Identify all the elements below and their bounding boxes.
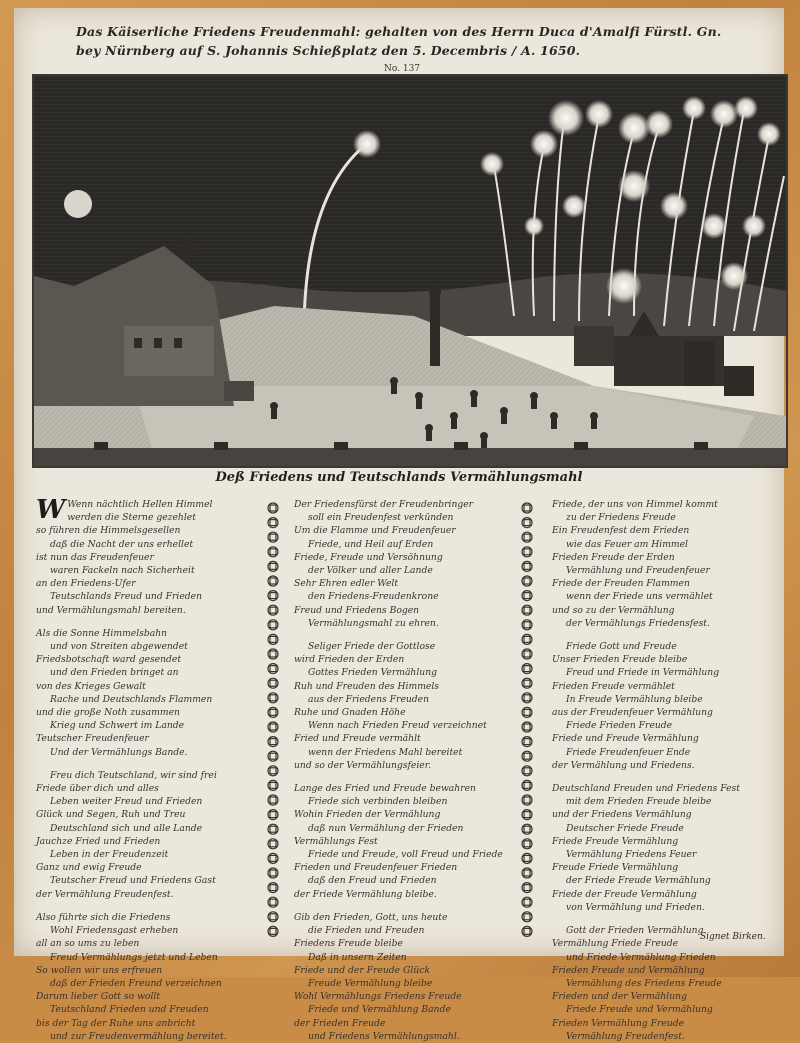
verse-line: Gottes Frieden Vermählung — [308, 667, 438, 679]
ornament-square — [270, 666, 276, 672]
verse-line: der Friede Vermählung bleibe. — [294, 888, 437, 900]
ornament-square — [270, 636, 276, 642]
verse-line: Teutschlands Freud und Frieden — [50, 591, 203, 603]
verse-line: Ein Freudenfest dem Frieden — [552, 525, 690, 537]
ornament-square — [270, 651, 276, 657]
ornament-square — [270, 841, 276, 847]
ornament-square — [524, 549, 530, 555]
ornament-square — [270, 578, 276, 584]
ornament-square — [270, 782, 276, 788]
verse-line: Friede, der uns von Himmel kommt — [552, 499, 718, 510]
verse-line: Freu dich Teutschland, wir sind frei — [50, 769, 217, 781]
verse-line: und Friede Vermählung Frieden — [566, 951, 716, 963]
verse-line: Friede und Freude Vermählung — [552, 733, 699, 745]
ornament-square — [270, 885, 276, 891]
verse-line: und die große Noth zusammen — [36, 707, 180, 719]
verse-line: Und der Vermählungs Bande. — [50, 746, 188, 758]
ornament-square — [524, 666, 530, 672]
ornament-square — [524, 855, 530, 861]
verse-line: In Freude Vermählung bleibe — [566, 693, 703, 705]
ornament-square — [270, 563, 276, 569]
ornament-square — [270, 709, 276, 715]
verse-line: und zur Freudenvermählung bereitet. — [50, 1030, 227, 1042]
verse-line: Friede, Freude und Versöhnung — [294, 551, 443, 563]
stanza-break — [36, 759, 264, 769]
verse-line: Daß in unsern Zeiten — [308, 951, 407, 963]
ornament-square — [524, 593, 530, 599]
verse-line: von Vermählung und Frieden. — [566, 901, 705, 913]
stanza-break — [294, 901, 534, 911]
stanza-break — [552, 914, 777, 924]
ornament-square — [524, 709, 530, 715]
verse-line: Vermählung und Freudenfeuer — [566, 565, 710, 577]
verse-line: Sehr Ehren edler Welt — [294, 578, 399, 590]
ornament-square — [524, 768, 530, 774]
ornament-square — [270, 768, 276, 774]
ornament-square — [524, 680, 530, 686]
stanza-break — [36, 617, 264, 627]
verse-line: Darum lieber Gott so wollt — [36, 991, 161, 1003]
ornament-square — [524, 724, 530, 730]
verse-line: Deutscher Friede Freude — [566, 822, 684, 834]
ornament-square — [524, 534, 530, 540]
ornament-square — [524, 578, 530, 584]
ornament-square — [270, 870, 276, 876]
verse-line: daß den Freud und Frieden — [308, 875, 437, 887]
verse-line: wenn der Friedens Mahl bereitet — [308, 746, 463, 758]
verse-line: der Völker und aller Lande — [308, 565, 433, 577]
verse-line: Wohl Friedensgast erheben — [50, 925, 179, 937]
decorated-initial: W — [36, 495, 66, 525]
verse-line: Ruhe und Gnaden Höhe — [294, 707, 406, 719]
verse-line: und so der Vermählungsfeier. — [294, 759, 432, 771]
verse-line: Friede sich verbinden bleiben — [308, 796, 448, 808]
verse-line: Freude Vermählung bleibe — [308, 977, 433, 989]
verse-line: Als die Sonne Himmelsbahn — [36, 627, 168, 639]
broadsheet-title: Das Käiserliche Friedens Freudenmahl: gehalten von des Herrn Duca d'Amalfi Fürstl. Gn. bey Nürnberg auf S. Johannis Schießplatz den 5. Decembris / A. 1650. — [76, 24, 722, 58]
ornament-square — [270, 549, 276, 555]
ornament-border-right — [516, 500, 538, 940]
author-signature: Signet Birken. — [700, 932, 766, 942]
verse-line: die Frieden und Freuden — [308, 925, 425, 937]
ornament-square — [524, 520, 530, 526]
verse-line: an den Friedens-Ufer — [36, 578, 136, 590]
verse-line: Friede der Freuden Flammen — [552, 578, 690, 590]
verse-line: Friede, und Heil auf Erden — [308, 538, 434, 550]
ornament-square — [524, 914, 530, 920]
verse-line: Friede über dich und alles — [36, 783, 159, 795]
verse-line: aus der Friedens Freuden — [308, 693, 430, 705]
verse-line: Friede Freude und Vermählung — [566, 1004, 713, 1016]
ornament-square — [270, 680, 276, 686]
verse-line: Wohl Vermählungs Friedens Freude — [294, 991, 462, 1003]
verse-line: Teutscher Freudenfeuer — [36, 733, 149, 745]
ornament-square — [270, 914, 276, 920]
verse-line: Friede und Freude, voll Freud und Friede — [308, 849, 503, 861]
verse-line: der Vermählung Freudenfest. — [36, 888, 174, 900]
verse-line: Deutschland Freuden und Friedens Fest — [552, 783, 740, 795]
verse-line: all an so ums zu leben — [36, 938, 140, 950]
broadsheet-paper — [14, 8, 784, 1042]
verse-line: Wenn nach Frieden Freud verzeichnet — [308, 720, 487, 732]
verse-line: Vermählung des Friedens Freude — [566, 977, 722, 989]
ornament-square — [270, 797, 276, 803]
verse-line: Friedsbotschaft ward gesendet — [36, 654, 182, 666]
ornament-square — [524, 739, 530, 745]
verse-line: daß nun Vermählung der Frieden — [308, 822, 464, 834]
verse-line: und Vermählungsmahl bereiten. — [36, 604, 186, 616]
verse-line: Vermählung Freudenfest. — [566, 1030, 685, 1042]
verse-line: Teutscher Freud und Friedens Gast — [50, 875, 216, 887]
ornament-square — [524, 812, 530, 818]
verse-line: Ganz und ewig Freude — [36, 862, 142, 874]
verse-line: Ruh und Freuden des Himmels — [294, 680, 440, 692]
foreground-wall — [34, 448, 786, 466]
verse-line: Leben weiter Freud und Frieden — [50, 796, 203, 808]
poem-title: Deß Friedens und Teutschlands Vermählungsmahl — [215, 470, 583, 485]
ornament-square — [270, 826, 276, 832]
ornament-square — [524, 505, 530, 511]
verse-line: von des Krieges Gewalt — [36, 680, 146, 692]
verse-line: zu der Friedens Freude — [566, 512, 676, 524]
stanza-break — [294, 630, 534, 640]
verse-line: Frieden Freude vermählet — [552, 680, 675, 692]
verse-line: daß der Frieden Freund verzeichnen — [50, 977, 222, 989]
verse-line: wenn der Friede uns vermählet — [566, 591, 713, 603]
ornament-square — [524, 841, 530, 847]
verse-line: der Friede Freude Vermählung — [566, 875, 711, 887]
stanza-break — [552, 772, 777, 782]
ornament-square — [524, 651, 530, 657]
ornament-square — [270, 520, 276, 526]
ornament-square — [270, 695, 276, 701]
ornament-square — [270, 505, 276, 511]
verse-line: Glück und Segen, Ruh und Treu — [36, 809, 186, 821]
verse-line: Deutschland sich und alle Lande — [50, 822, 203, 834]
ornament-square — [270, 855, 276, 861]
verse-line: und der Friedens Vermählung — [552, 809, 692, 821]
verse-line: Seliger Friede der Gottlose — [308, 641, 436, 653]
ornament-square — [270, 753, 276, 759]
verse-line: Frieden und der Vermählung — [552, 991, 687, 1003]
verse-line: Wenn nächtlich Hellen Himmel — [67, 499, 213, 510]
ornament-square — [524, 622, 530, 628]
verse-line: bis der Tag der Ruhe uns anbricht — [36, 1017, 196, 1029]
verse-line: und Friedens Vermählungsmahl. — [308, 1030, 460, 1042]
engraving-illustration — [34, 76, 786, 466]
verse-line: Friede der Freude Vermählung — [552, 888, 697, 900]
ornament-square — [524, 928, 530, 934]
verse-line: Friedens Freude bleibe — [294, 938, 403, 950]
verse-column-2 — [294, 498, 534, 1043]
verse-line: Freud Vermählungs jetzt und Leben — [50, 951, 218, 963]
ornament-square — [270, 812, 276, 818]
verse-line: der Frieden Freude — [294, 1017, 386, 1029]
verse-line: Freud und Friede in Vermählung — [566, 667, 720, 679]
stanza-break — [552, 630, 777, 640]
ornament-border-left — [262, 500, 284, 940]
verse-line: Fried und Freude vermählt — [294, 733, 421, 745]
verse-line: Freud und Friedens Bogen — [294, 604, 420, 616]
ornament-square — [524, 797, 530, 803]
verse-line: Frieden Freude und Vermählung — [552, 964, 705, 976]
rocket-burst — [353, 130, 381, 158]
ornament-square — [524, 695, 530, 701]
ornament-square — [270, 607, 276, 613]
central-statue — [430, 296, 440, 366]
stanza-break — [36, 901, 264, 911]
verse-line: Krieg und Schwert im Lande — [50, 720, 185, 732]
moon — [64, 190, 92, 218]
verse-line: Freude Friede Vermählung — [552, 862, 679, 874]
plate-number: No. 137 — [384, 64, 421, 74]
verse-line: So wollen wir uns erfreuen — [36, 964, 163, 976]
verse-line: Frieden Vermählung Freude — [552, 1017, 685, 1029]
ornament-square — [524, 753, 530, 759]
verse-line: werden die Sterne gezehlet — [67, 512, 196, 524]
verse-line: so führen die Himmelsgesellen — [36, 525, 181, 537]
verse-line: Gib den Frieden, Gott, uns heute — [294, 911, 448, 923]
verse-line: Unser Frieden Freude bleibe — [552, 654, 688, 666]
verse-line: ist nun das Freudenfeuer — [36, 551, 154, 563]
verse-line: Wohin Frieden der Vermählung — [294, 809, 441, 821]
verse-line: Um die Flamme und Freudenfeuer — [294, 525, 456, 537]
ornament-square — [270, 593, 276, 599]
ornament-square — [524, 885, 530, 891]
verse-line: Frieden Freude der Erden — [552, 551, 675, 563]
stanza-break — [294, 772, 534, 782]
verse-line: Vermählungs Fest — [294, 835, 378, 847]
ornament-square — [524, 782, 530, 788]
verse-column-1 — [36, 495, 264, 1043]
verse-line: aus der Freudenfeuer Vermählung — [552, 707, 713, 719]
verse-line: wie das Feuer am Himmel — [566, 538, 688, 550]
ornament-square — [270, 739, 276, 745]
verse-column-3 — [552, 498, 777, 1043]
ornament-square — [524, 826, 530, 832]
verse-line: Der Friedensfürst der Freudenbringer — [294, 499, 474, 510]
verse-line: der Vermählung und Friedens. — [552, 759, 695, 771]
verse-line: Lange des Fried und Freude bewahren — [294, 783, 476, 795]
ornament-square — [524, 870, 530, 876]
verse-line: Frieden und Freudenfeuer Frieden — [294, 862, 458, 874]
verse-line: Vermählung Friedens Feuer — [566, 849, 697, 861]
verse-line: Gott der Frieden Vermählung — [566, 925, 704, 937]
ornament-square — [270, 899, 276, 905]
ornament-square — [524, 636, 530, 642]
verse-line: Friede Freudenfeuer Ende — [566, 746, 691, 758]
verse-line: und den Frieden bringet an — [50, 667, 179, 679]
verse-line: Vermählung Friede Freude — [552, 938, 679, 950]
verse-line: Vermählungsmahl zu ehren. — [308, 617, 439, 629]
verse-line: Teutschland Frieden und Freuden — [50, 1004, 209, 1016]
verse-line: den Friedens-Freudenkrone — [308, 591, 439, 603]
verse-line: wird Frieden der Erden — [294, 654, 405, 666]
ornament-square — [270, 534, 276, 540]
verse-line: und so zu der Vermählung — [552, 604, 675, 616]
verse-line: Friede Freude Vermählung — [552, 835, 679, 847]
fireworks-engraving — [32, 74, 788, 468]
verse-line: waren Fackeln nach Sicherheit — [50, 565, 195, 577]
verse-line: soll ein Freudenfest verkünden — [308, 512, 454, 524]
verse-line: Also führte sich die Friedens — [36, 911, 171, 923]
verse-line: der Vermählungs Friedensfest. — [566, 617, 710, 629]
verse-line: mit dem Frieden Freude bleibe — [566, 796, 712, 808]
verse-line: Friede Frieden Freude — [566, 720, 673, 732]
verse-line: Friede Gott und Freude — [566, 641, 677, 653]
verse-line: daß die Nacht der uns erhellet — [50, 538, 194, 550]
ornament-square — [524, 899, 530, 905]
verse-line: Friede und Vermählung Bande — [308, 1004, 451, 1016]
verse-line: Leben in der Freudenzeit — [50, 849, 169, 861]
ornament-square — [270, 928, 276, 934]
ornament-square — [270, 622, 276, 628]
verse-line: Friede und der Freude Glück — [294, 964, 430, 976]
verse-line: und von Streiten abgewendet — [50, 641, 188, 653]
ornament-square — [524, 607, 530, 613]
verse-line: Rache und Deutschlands Flammen — [50, 693, 213, 705]
verse-line: Jauchze Fried und Frieden — [36, 835, 161, 847]
ornament-square — [524, 563, 530, 569]
ornament-square — [270, 724, 276, 730]
